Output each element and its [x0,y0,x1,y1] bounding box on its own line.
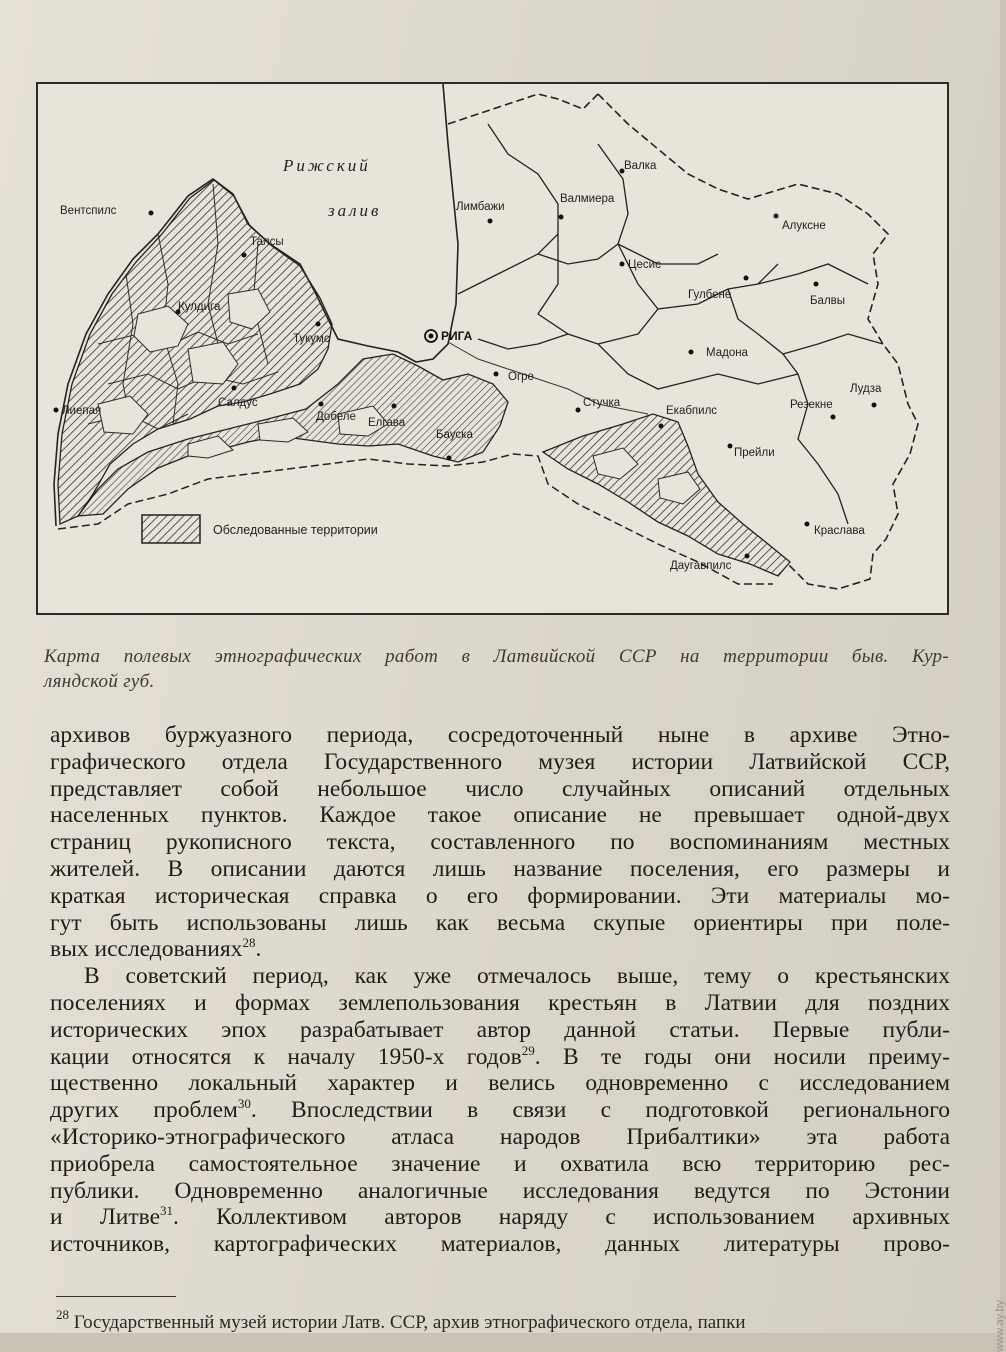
body-line-15-end: . Впоследствии в связи с подготовкой регионального [250,1097,950,1124]
body-line-19-text: и Литве [50,1204,161,1231]
city-daugavpils: Даугавпилс [670,560,732,572]
sea-label-line2: залив [328,201,382,220]
body-line-4: населенных пунктов. Каждое такое описание не превышает одной-двух [50,802,950,829]
body-line-10: В советский период, как уже отмечалось выше, тему о крестьянских [84,963,950,990]
city-liepaja: Лиепая [62,405,102,417]
city-kraslava: Краслава [814,525,865,537]
city-kuldiga: Кулдига [178,301,221,313]
city-balvy: Балвы [810,295,846,307]
latvia-map [38,84,947,613]
city-ogre: Огре [508,371,534,383]
footnote-ref-28: 28 [242,935,256,951]
body-line-20: источников, картографических материалов, данных литературы прово- [50,1231,950,1258]
capital-label: РИГА [441,329,473,343]
city-valmiera: Валмиера [560,193,615,205]
legend-swatch [142,515,200,543]
city-talsy: Талсы [250,236,284,248]
body-line-19 [50,1204,950,1231]
caption-line-2: ляндской губ. [44,671,155,692]
footnote-ref-31: 31 [160,1203,174,1219]
body-line-16: «Историко-этнографического атласа народов Прибалтики» эта работа [50,1123,950,1150]
body-line-12: исторических эпох разрабатывает автор данной статьи. Первые публи- [50,1016,950,1043]
city-saldus: Салдус [218,397,258,409]
body-line-14: щественно локальный характер и велись одновременно с исследованием [50,1070,950,1097]
city-rezekne: Резекне [790,399,833,411]
figure-caption [44,644,949,694]
footnote-ref-30: 30 [237,1096,251,1112]
legend-label: Обследованные территории [213,523,378,537]
footnote-divider [56,1296,176,1297]
body-line-13-text: кации относятся к началу 1950-х годов [50,1043,522,1070]
city-limbazhi: Лимбажи [456,201,505,213]
body-line-17: приобрела самостоятельное значение и охватила всю территорию рес- [50,1150,950,1177]
city-jekabpils: Екабпилс [666,405,718,417]
body-line-2: графического отдела Государственного музея истории Латвийской ССР, [50,748,950,775]
body-text [50,722,950,1258]
city-madona: Мадона [706,347,748,359]
city-ventspils: Вентспилс [60,205,117,217]
body-line-15 [50,1097,950,1124]
body-line-19-end: . Коллективом авторов наряду с использованием архивных [173,1204,951,1231]
city-preili: Прейли [734,447,775,459]
body-line-13-end: . В те годы они носили преиму- [534,1043,950,1070]
body-line-9-end: . [255,936,262,963]
footnote-ref-29: 29 [521,1042,535,1058]
body-line-8: гут быть использованы лишь как весьма скупые ориентиры при поле- [50,909,950,936]
body-line-9-text: вых исследованиях [50,936,243,963]
body-line-7: краткая историческая справка о его формировании. Эти материалы мо- [50,882,950,909]
footnote-number: 28 [56,1307,69,1322]
city-bauska: Бауска [436,429,473,441]
city-stuchka: Стучка [583,397,621,409]
body-line-18: публики. Одновременно аналогичные исследования ведутся по Эстонии [50,1177,950,1204]
city-aluksne: Алуксне [782,220,826,232]
city-valka: Валка [624,160,657,172]
body-line-13 [50,1044,950,1071]
city-tukums: Тукумс [293,333,330,345]
body-line-3: представляет собой небольшое число случайных описаний отдельных [50,775,950,802]
city-dobele: Добеле [316,411,356,423]
city-cesis: Цесис [628,259,661,271]
body-line-5: страниц рукописного текста, составленного по воспоминаниям местных [50,829,950,856]
footnote-28 [56,1307,956,1334]
map-figure [36,82,949,615]
body-line-15-text: других проблем [50,1097,238,1124]
city-elgava: Елгава [368,417,406,429]
sea-label-line1: Рижский [283,156,371,175]
watermark: www.ay.by [994,1300,1006,1352]
city-ludza: Лудза [850,383,882,395]
body-line-6: жителей. В описании даются лишь название поселения, его размеры и [50,855,950,882]
city-gulbene: Гулбене [688,289,732,301]
body-line-11: поселениях и формах землепользования крестьян в Латвии для поздних [50,989,950,1016]
body-line-9 [50,936,950,963]
caption-line-1: Карта полевых этнографических работ в Латвийской ССР на территории быв. Кур- [44,646,949,667]
body-line-1: архивов буржуазного периода, сосредоточенный ныне в архиве Этно- [50,722,950,748]
footnote-text: Государственный музей истории Латв. ССР, архив этнографического отдела, папки [73,1312,746,1333]
